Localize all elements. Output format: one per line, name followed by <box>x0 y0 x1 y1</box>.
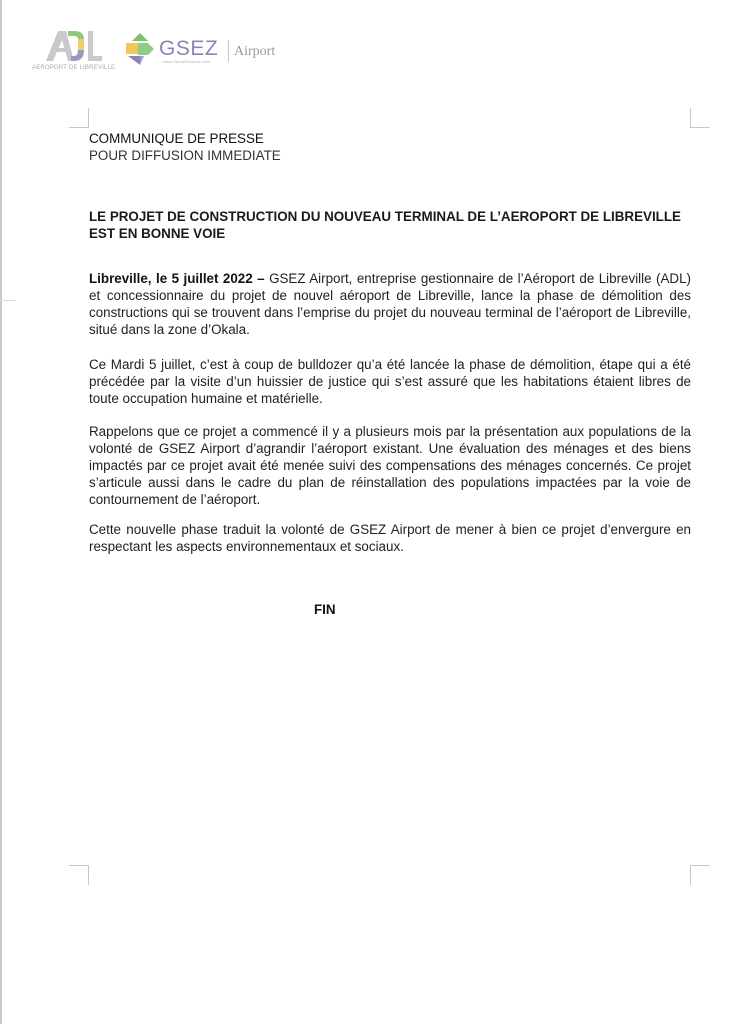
press-release-header <box>89 130 691 164</box>
crop-mark-bottom-left <box>69 865 89 885</box>
gsez-tagline: Gabon Special Economic Zone <box>162 60 211 64</box>
crop-mark-bottom-right <box>690 865 710 885</box>
logo-separator <box>228 40 229 62</box>
body-paragraph-2: Ce Mardi 5 juillet, c’est à coup de bulldozer qu’a été lancée la phase de démolition, étape qui a été précédée par la visite d’un huissier de justice qui s’est assuré que les habitations étaient libres de toute occupation humaine et matérielle. <box>89 357 691 406</box>
gsez-arrows-logo-icon <box>124 32 156 66</box>
page-margin-tick <box>0 300 16 301</box>
press-release-label: COMMUNIQUE DE PRESSE <box>89 131 264 146</box>
body-paragraph-1 <box>89 270 691 338</box>
gsez-wordmark: GSEZ <box>159 37 219 60</box>
release-instruction: POUR DIFFUSION IMMEDIATE <box>89 148 281 163</box>
crop-mark-top-right <box>690 108 710 128</box>
adl-logo-icon <box>44 28 104 62</box>
adl-logo <box>32 28 114 74</box>
adl-logo-subtitle: AEROPORT DE LIBREVILLE <box>32 65 116 71</box>
closing-fin: FIN <box>314 602 336 617</box>
page-left-edge <box>0 0 2 1024</box>
gsez-airport-label: Airport <box>234 44 276 59</box>
body-paragraph-4: Cette nouvelle phase traduit la volonté de GSEZ Airport de mener à bien ce projet d’envergure en respectant les aspects environnementaux et sociaux. <box>89 522 691 554</box>
dateline: Libreville, le 5 juillet 2022 – <box>89 271 265 286</box>
press-release-headline: LE PROJET DE CONSTRUCTION DU NOUVEAU TERMINAL DE L’AEROPORT DE LIBREVILLE EST EN BONNE VOIE <box>89 209 681 241</box>
crop-mark-top-left <box>69 108 89 128</box>
gsez-airport-logo <box>124 32 284 68</box>
body-paragraph-3: Rappelons que ce projet a commencé il y a plusieurs mois par la présentation aux populations de la volonté de GSEZ Airport d’agrandir l’aéroport existant. Une évaluation des ménages et des biens impactés par ce projet avait été menée suivi des compensations des ménages concernés. Ce projet s’articule aussi dans le cadre du plan de réinstallation des populations impactées par la voie de contournement de l’aéroport. <box>89 424 691 507</box>
paragraph-text: GSEZ Airport, entreprise gestionnaire de l’Aéroport de Libreville (ADL) et concessionnaire du projet de nouvel aéroport de Libreville, lance la phase de démolition des constructions qui se trouvent dans l’emprise du projet du nouveau terminal de l’aéroport de Libreville, situé dans la zone d’Okala. <box>89 271 691 337</box>
